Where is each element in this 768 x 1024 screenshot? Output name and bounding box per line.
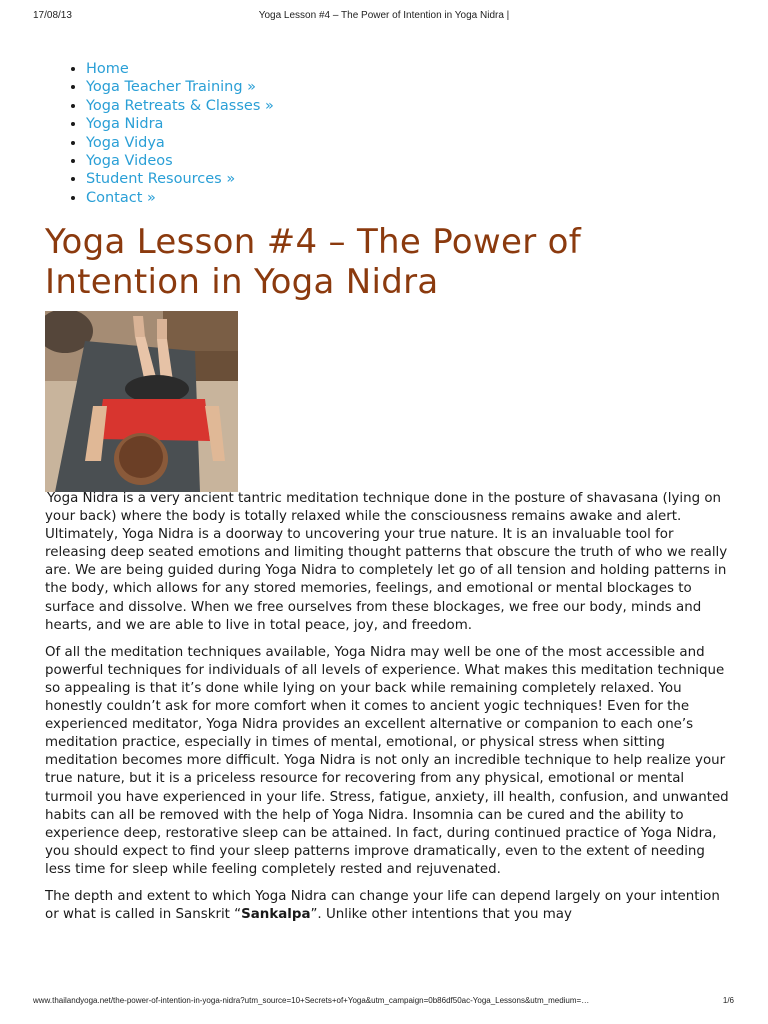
article-title xyxy=(45,222,745,302)
nav-item-yoga-nidra xyxy=(86,115,274,133)
nav-link-yoga-videos[interactable]: Yoga Videos xyxy=(86,153,173,170)
print-date: 17/08/13 xyxy=(33,10,72,21)
nav-link-student-resources[interactable]: Student Resources » xyxy=(86,171,236,188)
sankalpa-term: Sankalpa xyxy=(241,907,311,923)
nav-item-teacher-training xyxy=(86,78,274,96)
nav-link-contact[interactable]: Contact » xyxy=(86,189,156,206)
paragraph-3-text-end: ”. Unlike other intentions that you may xyxy=(310,907,572,923)
article-title-line-1: Yoga Lesson #4 – The Power of xyxy=(45,222,581,262)
nav-item-retreats-classes xyxy=(86,97,274,115)
nav-link-home[interactable]: Home xyxy=(86,61,129,77)
print-url: www.thailandyoga.net/the-power-of-intention-in-yoga-nidra?utm_source=10+Secrets+of+Yoga&utm_campaign=0b86df50ac-Yoga_Lessons&utm_medium=… xyxy=(33,996,590,1005)
print-footer xyxy=(0,996,768,1016)
article-paragraph-1: Yoga Nidra is a very ancient tantric meditation technique done in the posture of shavasana (lying on your back) where the body is totally relaxed while the consciousness remains awake and alert. Ultimately, Yoga Nidra is a doorway to uncovering your true nature. It is an invaluable tool for releasing deep seated emotions and limiting thought patterns that obscure the truth of who we really are. We are being guided during Yoga Nidra to completely let go of all tension and holding patterns in the body, which allows for any stored memories, feelings, and emotional or mental blockages to surface and dissolve. When we free ourselves from these blockages, we free our body, minds and hearts, and we are able to live in total peace, joy, and freedom. xyxy=(45,491,728,633)
main-navigation xyxy=(58,60,274,207)
nav-item-home xyxy=(86,60,274,78)
nav-link-yoga-vidya[interactable]: Yoga Vidya xyxy=(86,134,165,151)
shavasana-photo xyxy=(45,311,238,492)
nav-item-contact xyxy=(86,189,274,207)
print-page-title: Yoga Lesson #4 – The Power of Intention in Yoga Nidra | xyxy=(258,10,510,21)
print-header xyxy=(0,0,768,28)
article-title-line-2: Intention in Yoga Nidra xyxy=(45,262,439,302)
paragraph-3-text-start: The depth and extent to which Yoga Nidra can change your life can depend largely on your intention or what is called in Sanskrit “ xyxy=(45,888,720,923)
article-body xyxy=(45,490,735,933)
nav-link-yoga-nidra[interactable]: Yoga Nidra xyxy=(86,116,164,133)
article-paragraph-2: Of all the meditation techniques available, Yoga Nidra may well be one of the most accessible and powerful techniques for individuals of all levels of experience. What makes this meditation technique so appealing is that it’s done while lying on your back while remaining completely relaxed. You honestly couldn’t ask for more comfort when it comes to ancient yogic techniques! Even for the experienced meditator, Yoga Nidra provides an excellent alternative or companion to each one’s meditation practice, especially in times of mental, emotional, or physical stress when sitting meditation becomes more difficult. Yoga Nidra is not only an incredible technique to help realize your true nature, but it is a priceless resource for recovering from any physical, emotional or mental turmoil you have experienced in your life. Stress, fatigue, anxiety, ill health, confusion, and unwanted habits can all be removed with the help of Yoga Nidra. Insomnia can be cured and the ability to experience deep, restorative sleep can be attained. In fact, during continued practice of Yoga Nidra, you should expect to find your sleep patterns improve dramatically, even to the extent of needing less time for sleep while feeling completely rested and rejuvenated. xyxy=(45,644,729,877)
nav-link-retreats-classes[interactable]: Yoga Retreats & Classes » xyxy=(86,97,274,114)
nav-item-yoga-vidya xyxy=(86,134,274,152)
article-paragraph-3 xyxy=(45,888,735,924)
nav-item-student-resources xyxy=(86,170,274,188)
nav-item-yoga-videos xyxy=(86,152,274,170)
nav-link-teacher-training[interactable]: Yoga Teacher Training » xyxy=(86,79,257,96)
print-page-number: 1/6 xyxy=(722,996,734,1005)
